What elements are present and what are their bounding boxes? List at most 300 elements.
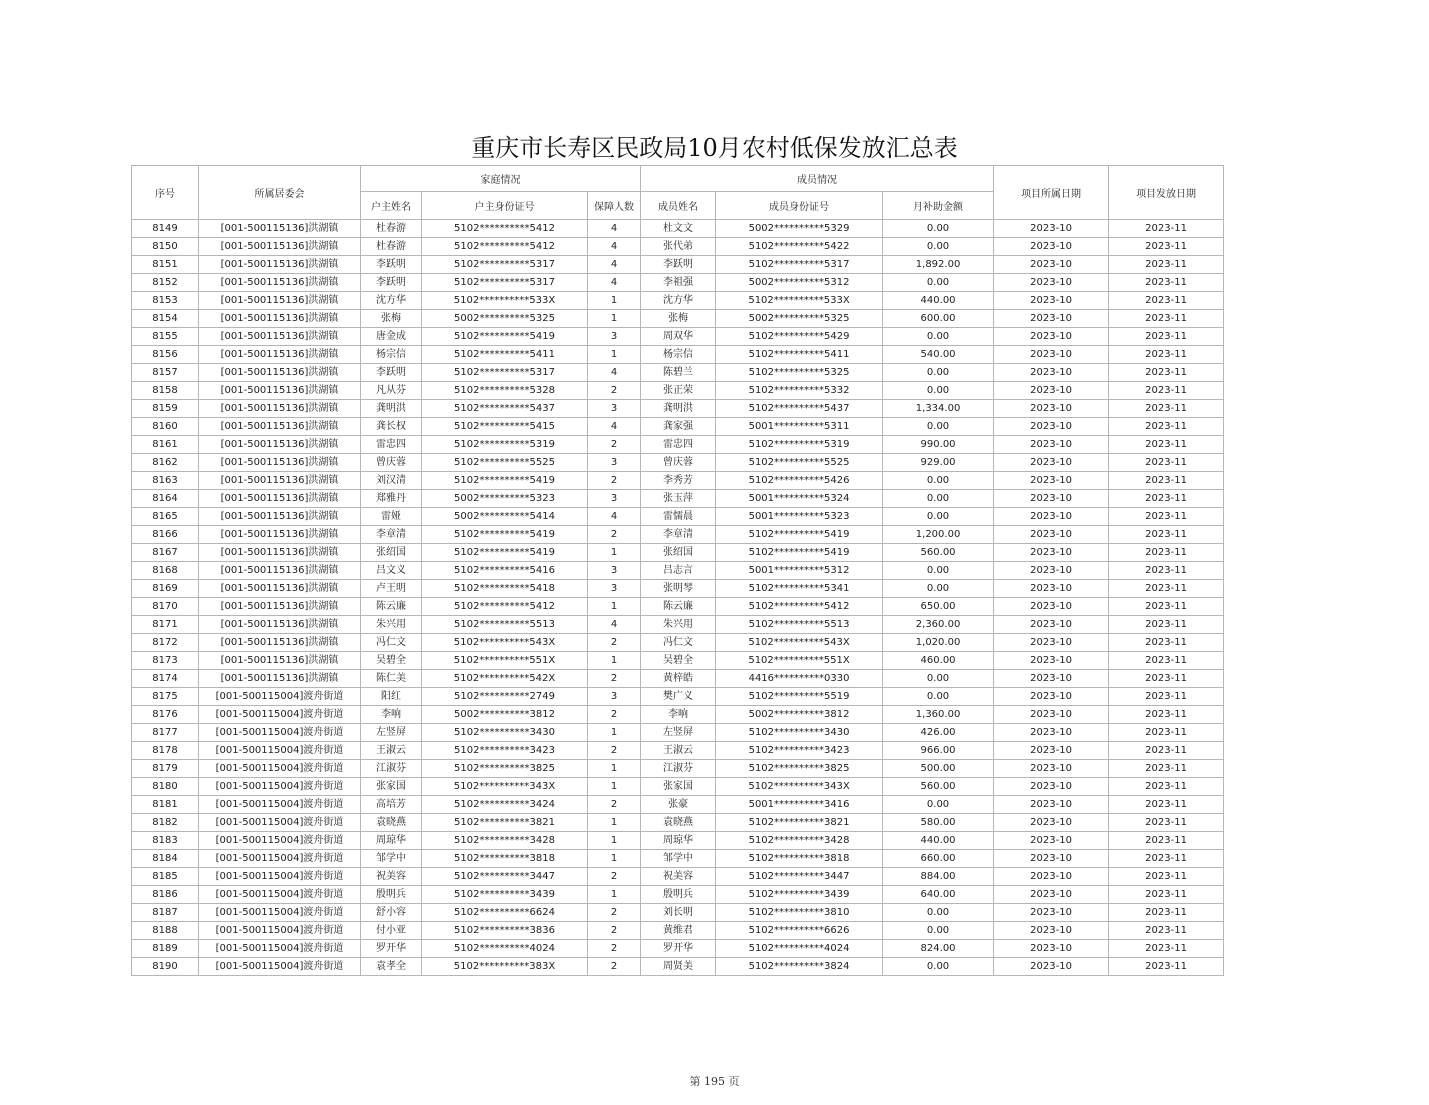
people-cell: 2 bbox=[588, 670, 641, 688]
amount-cell: 884.00 bbox=[883, 868, 994, 886]
head-id-cell: 5102**********551X bbox=[422, 652, 588, 670]
seq-cell: 8162 bbox=[132, 454, 199, 472]
committee-cell: [001-500115136]洪湖镇 bbox=[199, 346, 361, 364]
member-id-cell: 5102**********3447 bbox=[716, 868, 883, 886]
issue-month-cell: 2023-11 bbox=[1109, 238, 1224, 256]
amount-cell: 500.00 bbox=[883, 760, 994, 778]
committee-cell: [001-500115136]洪湖镇 bbox=[199, 292, 361, 310]
committee-cell: [001-500115136]洪湖镇 bbox=[199, 274, 361, 292]
member-id-cell: 5102**********5419 bbox=[716, 526, 883, 544]
issue-month-cell: 2023-11 bbox=[1109, 634, 1224, 652]
table-row bbox=[132, 940, 1224, 958]
amount-cell: 0.00 bbox=[883, 562, 994, 580]
issue-month-cell: 2023-11 bbox=[1109, 328, 1224, 346]
people-cell: 2 bbox=[588, 922, 641, 940]
seq-cell: 8174 bbox=[132, 670, 199, 688]
seq-cell: 8160 bbox=[132, 418, 199, 436]
table-header bbox=[132, 166, 1224, 220]
head-id-cell: 5102**********533X bbox=[422, 292, 588, 310]
head-name-cell: 杨宗信 bbox=[361, 346, 422, 364]
amount-cell: 0.00 bbox=[883, 670, 994, 688]
member-id-cell: 5102**********5426 bbox=[716, 472, 883, 490]
seq-cell: 8155 bbox=[132, 328, 199, 346]
head-id-cell: 5102**********3424 bbox=[422, 796, 588, 814]
amount-cell: 640.00 bbox=[883, 886, 994, 904]
member-id-cell: 5102**********3423 bbox=[716, 742, 883, 760]
seq-cell: 8170 bbox=[132, 598, 199, 616]
head-id-cell: 5102**********543X bbox=[422, 634, 588, 652]
amount-cell: 580.00 bbox=[883, 814, 994, 832]
table-row bbox=[132, 778, 1224, 796]
head-name-cell: 殷明兵 bbox=[361, 886, 422, 904]
head-id-cell: 5102**********5416 bbox=[422, 562, 588, 580]
member-name-cell: 朱兴用 bbox=[641, 616, 716, 634]
member-id-cell: 5102**********5325 bbox=[716, 364, 883, 382]
head-name-cell: 祝美容 bbox=[361, 868, 422, 886]
head-id-cell: 5002**********3812 bbox=[422, 706, 588, 724]
table-row bbox=[132, 814, 1224, 832]
people-cell: 2 bbox=[588, 526, 641, 544]
table-row bbox=[132, 850, 1224, 868]
member-id-cell: 5002**********3812 bbox=[716, 706, 883, 724]
seq-cell: 8187 bbox=[132, 904, 199, 922]
member-id-cell: 5102**********343X bbox=[716, 778, 883, 796]
member-name-cell: 雷懦晨 bbox=[641, 508, 716, 526]
amount-cell: 1,892.00 bbox=[883, 256, 994, 274]
project-month-cell: 2023-10 bbox=[994, 580, 1109, 598]
table-row bbox=[132, 274, 1224, 292]
project-month-cell: 2023-10 bbox=[994, 508, 1109, 526]
header-seq: 序号 bbox=[132, 166, 199, 220]
seq-cell: 8158 bbox=[132, 382, 199, 400]
issue-month-cell: 2023-11 bbox=[1109, 526, 1224, 544]
table-row bbox=[132, 220, 1224, 238]
head-id-cell: 5102**********5513 bbox=[422, 616, 588, 634]
issue-month-cell: 2023-11 bbox=[1109, 436, 1224, 454]
head-name-cell: 沈方华 bbox=[361, 292, 422, 310]
head-id-cell: 5102**********2749 bbox=[422, 688, 588, 706]
people-cell: 1 bbox=[588, 886, 641, 904]
header-member-group: 成员情况 bbox=[641, 166, 994, 192]
issue-month-cell: 2023-11 bbox=[1109, 490, 1224, 508]
head-id-cell: 5102**********3430 bbox=[422, 724, 588, 742]
issue-month-cell: 2023-11 bbox=[1109, 742, 1224, 760]
project-month-cell: 2023-10 bbox=[994, 310, 1109, 328]
people-cell: 2 bbox=[588, 796, 641, 814]
seq-cell: 8154 bbox=[132, 310, 199, 328]
amount-cell: 1,200.00 bbox=[883, 526, 994, 544]
project-month-cell: 2023-10 bbox=[994, 922, 1109, 940]
head-id-cell: 5102**********4024 bbox=[422, 940, 588, 958]
amount-cell: 440.00 bbox=[883, 832, 994, 850]
head-id-cell: 5102**********5419 bbox=[422, 544, 588, 562]
amount-cell: 990.00 bbox=[883, 436, 994, 454]
member-id-cell: 5102**********3439 bbox=[716, 886, 883, 904]
table-row bbox=[132, 652, 1224, 670]
seq-cell: 8151 bbox=[132, 256, 199, 274]
seq-cell: 8165 bbox=[132, 508, 199, 526]
project-month-cell: 2023-10 bbox=[994, 886, 1109, 904]
header-head-id: 户主身份证号 bbox=[422, 192, 588, 220]
head-name-cell: 张梅 bbox=[361, 310, 422, 328]
committee-cell: [001-500115136]洪湖镇 bbox=[199, 670, 361, 688]
project-month-cell: 2023-10 bbox=[994, 400, 1109, 418]
amount-cell: 0.00 bbox=[883, 472, 994, 490]
head-name-cell: 陈仁美 bbox=[361, 670, 422, 688]
people-cell: 1 bbox=[588, 310, 641, 328]
project-month-cell: 2023-10 bbox=[994, 364, 1109, 382]
member-name-cell: 江淑芬 bbox=[641, 760, 716, 778]
head-id-cell: 5102**********3439 bbox=[422, 886, 588, 904]
member-id-cell: 5102**********5319 bbox=[716, 436, 883, 454]
member-id-cell: 5001**********5312 bbox=[716, 562, 883, 580]
member-id-cell: 5002**********5312 bbox=[716, 274, 883, 292]
committee-cell: [001-500115004]渡舟街道 bbox=[199, 706, 361, 724]
issue-month-cell: 2023-11 bbox=[1109, 472, 1224, 490]
page-number: 第 195 页 bbox=[689, 1075, 740, 1088]
project-month-cell: 2023-10 bbox=[994, 544, 1109, 562]
people-cell: 1 bbox=[588, 544, 641, 562]
head-id-cell: 5102**********5412 bbox=[422, 598, 588, 616]
project-month-cell: 2023-10 bbox=[994, 634, 1109, 652]
amount-cell: 0.00 bbox=[883, 958, 994, 976]
people-cell: 4 bbox=[588, 364, 641, 382]
project-month-cell: 2023-10 bbox=[994, 688, 1109, 706]
head-name-cell: 袁孝全 bbox=[361, 958, 422, 976]
people-cell: 2 bbox=[588, 382, 641, 400]
member-name-cell: 陈云廉 bbox=[641, 598, 716, 616]
amount-cell: 600.00 bbox=[883, 310, 994, 328]
amount-cell: 1,360.00 bbox=[883, 706, 994, 724]
issue-month-cell: 2023-11 bbox=[1109, 274, 1224, 292]
amount-cell: 660.00 bbox=[883, 850, 994, 868]
people-cell: 3 bbox=[588, 688, 641, 706]
head-id-cell: 5102**********5317 bbox=[422, 364, 588, 382]
project-month-cell: 2023-10 bbox=[994, 742, 1109, 760]
head-id-cell: 5102**********5415 bbox=[422, 418, 588, 436]
table-row bbox=[132, 616, 1224, 634]
head-name-cell: 周琼华 bbox=[361, 832, 422, 850]
amount-cell: 0.00 bbox=[883, 490, 994, 508]
head-name-cell: 龚长权 bbox=[361, 418, 422, 436]
seq-cell: 8178 bbox=[132, 742, 199, 760]
head-name-cell: 张绍国 bbox=[361, 544, 422, 562]
people-cell: 1 bbox=[588, 850, 641, 868]
project-month-cell: 2023-10 bbox=[994, 328, 1109, 346]
issue-month-cell: 2023-11 bbox=[1109, 418, 1224, 436]
member-name-cell: 张玉萍 bbox=[641, 490, 716, 508]
head-id-cell: 5102**********5419 bbox=[422, 526, 588, 544]
head-id-cell: 5102**********5419 bbox=[422, 328, 588, 346]
member-name-cell: 刘长明 bbox=[641, 904, 716, 922]
amount-cell: 0.00 bbox=[883, 904, 994, 922]
head-id-cell: 5102**********5437 bbox=[422, 400, 588, 418]
issue-month-cell: 2023-11 bbox=[1109, 616, 1224, 634]
seq-cell: 8167 bbox=[132, 544, 199, 562]
header-issue-month: 项目发放日期 bbox=[1109, 166, 1224, 220]
project-month-cell: 2023-10 bbox=[994, 706, 1109, 724]
head-id-cell: 5102**********5317 bbox=[422, 274, 588, 292]
issue-month-cell: 2023-11 bbox=[1109, 814, 1224, 832]
amount-cell: 440.00 bbox=[883, 292, 994, 310]
committee-cell: [001-500115136]洪湖镇 bbox=[199, 526, 361, 544]
issue-month-cell: 2023-11 bbox=[1109, 580, 1224, 598]
seq-cell: 8185 bbox=[132, 868, 199, 886]
people-cell: 2 bbox=[588, 958, 641, 976]
member-id-cell: 5102**********5332 bbox=[716, 382, 883, 400]
seq-cell: 8180 bbox=[132, 778, 199, 796]
people-cell: 1 bbox=[588, 778, 641, 796]
committee-cell: [001-500115136]洪湖镇 bbox=[199, 598, 361, 616]
issue-month-cell: 2023-11 bbox=[1109, 904, 1224, 922]
amount-cell: 2,360.00 bbox=[883, 616, 994, 634]
table-row bbox=[132, 454, 1224, 472]
member-id-cell: 5102**********4024 bbox=[716, 940, 883, 958]
project-month-cell: 2023-10 bbox=[994, 724, 1109, 742]
head-id-cell: 5102**********3836 bbox=[422, 922, 588, 940]
people-cell: 1 bbox=[588, 832, 641, 850]
member-name-cell: 张正荣 bbox=[641, 382, 716, 400]
table-row bbox=[132, 544, 1224, 562]
people-cell: 2 bbox=[588, 472, 641, 490]
table-row bbox=[132, 688, 1224, 706]
head-id-cell: 5002**********5325 bbox=[422, 310, 588, 328]
people-cell: 4 bbox=[588, 220, 641, 238]
head-id-cell: 5002**********5414 bbox=[422, 508, 588, 526]
member-name-cell: 周琼华 bbox=[641, 832, 716, 850]
seq-cell: 8163 bbox=[132, 472, 199, 490]
issue-month-cell: 2023-11 bbox=[1109, 886, 1224, 904]
project-month-cell: 2023-10 bbox=[994, 292, 1109, 310]
seq-cell: 8177 bbox=[132, 724, 199, 742]
project-month-cell: 2023-10 bbox=[994, 652, 1109, 670]
member-name-cell: 周双华 bbox=[641, 328, 716, 346]
head-name-cell: 张家国 bbox=[361, 778, 422, 796]
member-id-cell: 5001**********3416 bbox=[716, 796, 883, 814]
committee-cell: [001-500115004]渡舟街道 bbox=[199, 922, 361, 940]
member-name-cell: 李秀芳 bbox=[641, 472, 716, 490]
issue-month-cell: 2023-11 bbox=[1109, 958, 1224, 976]
member-id-cell: 5001**********5323 bbox=[716, 508, 883, 526]
member-name-cell: 左竖屏 bbox=[641, 724, 716, 742]
seq-cell: 8173 bbox=[132, 652, 199, 670]
project-month-cell: 2023-10 bbox=[994, 814, 1109, 832]
member-id-cell: 5102**********5525 bbox=[716, 454, 883, 472]
member-id-cell: 5102**********3824 bbox=[716, 958, 883, 976]
amount-cell: 0.00 bbox=[883, 580, 994, 598]
table-row bbox=[132, 238, 1224, 256]
head-id-cell: 5102**********5319 bbox=[422, 436, 588, 454]
head-id-cell: 5102**********5328 bbox=[422, 382, 588, 400]
table-row bbox=[132, 328, 1224, 346]
member-id-cell: 5102**********5412 bbox=[716, 598, 883, 616]
table-row bbox=[132, 724, 1224, 742]
project-month-cell: 2023-10 bbox=[994, 796, 1109, 814]
issue-month-cell: 2023-11 bbox=[1109, 400, 1224, 418]
issue-month-cell: 2023-11 bbox=[1109, 364, 1224, 382]
table-row bbox=[132, 634, 1224, 652]
committee-cell: [001-500115004]渡舟街道 bbox=[199, 724, 361, 742]
committee-cell: [001-500115136]洪湖镇 bbox=[199, 238, 361, 256]
relief-summary-table bbox=[131, 165, 1224, 976]
member-id-cell: 5002**********5329 bbox=[716, 220, 883, 238]
member-name-cell: 张豪 bbox=[641, 796, 716, 814]
project-month-cell: 2023-10 bbox=[994, 778, 1109, 796]
head-name-cell: 吴碧全 bbox=[361, 652, 422, 670]
project-month-cell: 2023-10 bbox=[994, 346, 1109, 364]
amount-cell: 0.00 bbox=[883, 274, 994, 292]
member-id-cell: 5102**********543X bbox=[716, 634, 883, 652]
seq-cell: 8164 bbox=[132, 490, 199, 508]
committee-cell: [001-500115136]洪湖镇 bbox=[199, 490, 361, 508]
member-name-cell: 吕志言 bbox=[641, 562, 716, 580]
amount-cell: 0.00 bbox=[883, 220, 994, 238]
amount-cell: 540.00 bbox=[883, 346, 994, 364]
head-name-cell: 杜春游 bbox=[361, 220, 422, 238]
member-name-cell: 吴碧全 bbox=[641, 652, 716, 670]
head-name-cell: 李跃明 bbox=[361, 274, 422, 292]
seq-cell: 8153 bbox=[132, 292, 199, 310]
head-name-cell: 杜春游 bbox=[361, 238, 422, 256]
committee-cell: [001-500115136]洪湖镇 bbox=[199, 400, 361, 418]
head-name-cell: 李跃明 bbox=[361, 256, 422, 274]
project-month-cell: 2023-10 bbox=[994, 454, 1109, 472]
head-name-cell: 舒小容 bbox=[361, 904, 422, 922]
head-name-cell: 阳红 bbox=[361, 688, 422, 706]
member-id-cell: 5002**********5325 bbox=[716, 310, 883, 328]
member-id-cell: 5001**********5324 bbox=[716, 490, 883, 508]
member-name-cell: 李章清 bbox=[641, 526, 716, 544]
committee-cell: [001-500115136]洪湖镇 bbox=[199, 580, 361, 598]
committee-cell: [001-500115136]洪湖镇 bbox=[199, 472, 361, 490]
table-row bbox=[132, 760, 1224, 778]
amount-cell: 0.00 bbox=[883, 922, 994, 940]
table-row bbox=[132, 742, 1224, 760]
head-name-cell: 江淑芬 bbox=[361, 760, 422, 778]
people-cell: 3 bbox=[588, 580, 641, 598]
head-name-cell: 凡从芬 bbox=[361, 382, 422, 400]
committee-cell: [001-500115004]渡舟街道 bbox=[199, 742, 361, 760]
people-cell: 1 bbox=[588, 760, 641, 778]
people-cell: 2 bbox=[588, 706, 641, 724]
head-id-cell: 5102**********542X bbox=[422, 670, 588, 688]
people-cell: 2 bbox=[588, 742, 641, 760]
head-id-cell: 5102**********5418 bbox=[422, 580, 588, 598]
issue-month-cell: 2023-11 bbox=[1109, 940, 1224, 958]
table-row bbox=[132, 580, 1224, 598]
member-id-cell: 5102**********5519 bbox=[716, 688, 883, 706]
table-row bbox=[132, 562, 1224, 580]
table-row bbox=[132, 670, 1224, 688]
issue-month-cell: 2023-11 bbox=[1109, 382, 1224, 400]
table-row bbox=[132, 436, 1224, 454]
table-row bbox=[132, 886, 1224, 904]
committee-cell: [001-500115004]渡舟街道 bbox=[199, 868, 361, 886]
committee-cell: [001-500115004]渡舟街道 bbox=[199, 958, 361, 976]
committee-cell: [001-500115136]洪湖镇 bbox=[199, 220, 361, 238]
seq-cell: 8181 bbox=[132, 796, 199, 814]
member-name-cell: 张绍国 bbox=[641, 544, 716, 562]
head-id-cell: 5102**********3447 bbox=[422, 868, 588, 886]
head-name-cell: 雷娅 bbox=[361, 508, 422, 526]
member-id-cell: 5102**********5317 bbox=[716, 256, 883, 274]
people-cell: 2 bbox=[588, 436, 641, 454]
amount-cell: 560.00 bbox=[883, 778, 994, 796]
member-name-cell: 杜文文 bbox=[641, 220, 716, 238]
issue-month-cell: 2023-11 bbox=[1109, 598, 1224, 616]
seq-cell: 8184 bbox=[132, 850, 199, 868]
people-cell: 3 bbox=[588, 490, 641, 508]
table-row bbox=[132, 400, 1224, 418]
member-name-cell: 王淑云 bbox=[641, 742, 716, 760]
head-name-cell: 李章清 bbox=[361, 526, 422, 544]
head-name-cell: 高培芳 bbox=[361, 796, 422, 814]
issue-month-cell: 2023-11 bbox=[1109, 454, 1224, 472]
member-name-cell: 黄维君 bbox=[641, 922, 716, 940]
header-family-group: 家庭情况 bbox=[361, 166, 641, 192]
committee-cell: [001-500115136]洪湖镇 bbox=[199, 328, 361, 346]
project-month-cell: 2023-10 bbox=[994, 220, 1109, 238]
project-month-cell: 2023-10 bbox=[994, 670, 1109, 688]
amount-cell: 0.00 bbox=[883, 364, 994, 382]
header-project-month: 项目所属日期 bbox=[994, 166, 1109, 220]
issue-month-cell: 2023-11 bbox=[1109, 310, 1224, 328]
amount-cell: 0.00 bbox=[883, 688, 994, 706]
committee-cell: [001-500115136]洪湖镇 bbox=[199, 544, 361, 562]
amount-cell: 929.00 bbox=[883, 454, 994, 472]
table-row bbox=[132, 382, 1224, 400]
member-id-cell: 5102**********5437 bbox=[716, 400, 883, 418]
committee-cell: [001-500115004]渡舟街道 bbox=[199, 688, 361, 706]
member-id-cell: 4416**********0330 bbox=[716, 670, 883, 688]
issue-month-cell: 2023-11 bbox=[1109, 220, 1224, 238]
people-cell: 4 bbox=[588, 508, 641, 526]
amount-cell: 824.00 bbox=[883, 940, 994, 958]
table-row bbox=[132, 958, 1224, 976]
member-name-cell: 张代弟 bbox=[641, 238, 716, 256]
amount-cell: 0.00 bbox=[883, 796, 994, 814]
seq-cell: 8161 bbox=[132, 436, 199, 454]
head-id-cell: 5102**********6624 bbox=[422, 904, 588, 922]
member-id-cell: 5102**********3810 bbox=[716, 904, 883, 922]
project-month-cell: 2023-10 bbox=[994, 418, 1109, 436]
project-month-cell: 2023-10 bbox=[994, 616, 1109, 634]
head-name-cell: 冯仁文 bbox=[361, 634, 422, 652]
member-name-cell: 袁晓燕 bbox=[641, 814, 716, 832]
committee-cell: [001-500115136]洪湖镇 bbox=[199, 652, 361, 670]
amount-cell: 0.00 bbox=[883, 328, 994, 346]
member-id-cell: 5102**********5419 bbox=[716, 544, 883, 562]
people-cell: 3 bbox=[588, 400, 641, 418]
member-name-cell: 殷明兵 bbox=[641, 886, 716, 904]
committee-cell: [001-500115136]洪湖镇 bbox=[199, 454, 361, 472]
head-id-cell: 5102**********5411 bbox=[422, 346, 588, 364]
header-member-name: 成员姓名 bbox=[641, 192, 716, 220]
people-cell: 4 bbox=[588, 274, 641, 292]
amount-cell: 1,334.00 bbox=[883, 400, 994, 418]
people-cell: 3 bbox=[588, 328, 641, 346]
committee-cell: [001-500115004]渡舟街道 bbox=[199, 760, 361, 778]
amount-cell: 0.00 bbox=[883, 382, 994, 400]
header-people: 保障人数 bbox=[588, 192, 641, 220]
seq-cell: 8159 bbox=[132, 400, 199, 418]
committee-cell: [001-500115004]渡舟街道 bbox=[199, 832, 361, 850]
committee-cell: [001-500115136]洪湖镇 bbox=[199, 310, 361, 328]
issue-month-cell: 2023-11 bbox=[1109, 544, 1224, 562]
issue-month-cell: 2023-11 bbox=[1109, 346, 1224, 364]
member-name-cell: 李响 bbox=[641, 706, 716, 724]
seq-cell: 8149 bbox=[132, 220, 199, 238]
